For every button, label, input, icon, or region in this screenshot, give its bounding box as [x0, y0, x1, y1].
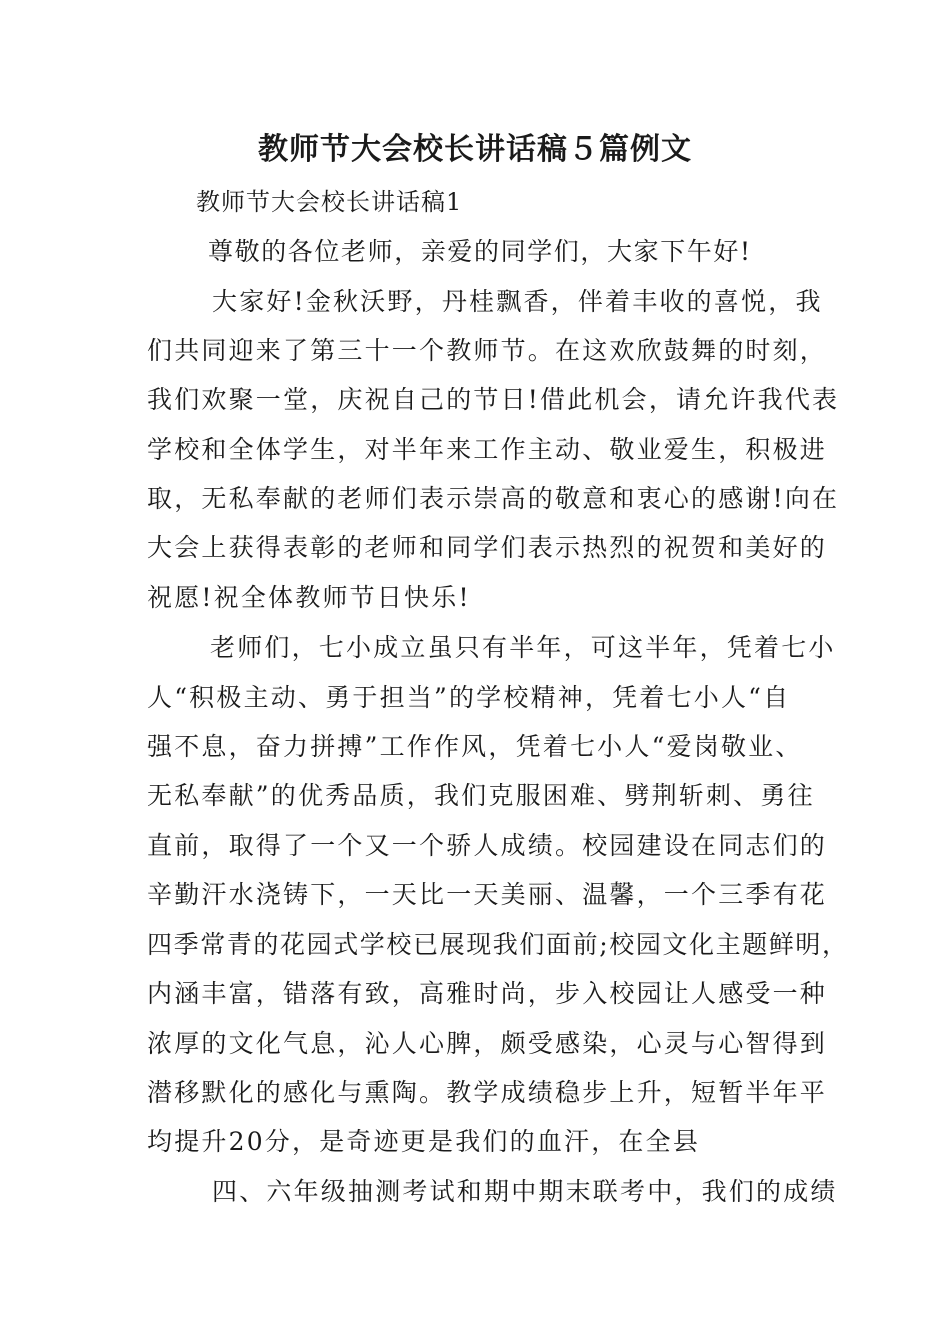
- text-line: 潜移默化的感化与熏陶。教学成绩稳步上升，短暂半年平: [147, 1078, 828, 1107]
- text-line: 祝愿!祝全体教师节日快乐!: [147, 583, 471, 612]
- text-line: 大家好!金秋沃野，丹桂飘香，伴着丰收的喜悦，我: [212, 287, 823, 316]
- text-line: 浓厚的文化气息，沁人心脾，颇受感染，心灵与心智得到: [147, 1029, 828, 1058]
- text-line: 大会上获得表彰的老师和同学们表示热烈的祝贺和美好的: [147, 533, 828, 562]
- text-line: 尊敬的各位老师，亲爱的同学们，大家下午好!: [208, 237, 752, 266]
- document-subtitle: 教师节大会校长讲话稿1: [196, 188, 463, 216]
- text-line: 均提升20分，是奇迹更是我们的血汗，在全县: [147, 1127, 701, 1156]
- text-line: 学校和全体学生，对半年来工作主动、敬业爱生，积极进: [147, 435, 828, 464]
- text-line: 强不息，奋力拼搏”工作作风，凭着七小人“爱岗敬业、: [147, 732, 803, 761]
- text-line: 直前，取得了一个又一个骄人成绩。校园建设在同志们的: [147, 831, 828, 860]
- text-line: 辛勤汗水浇铸下，一天比一天美丽、温馨，一个三季有花: [147, 880, 828, 909]
- text-line: 人“积极主动、勇于担当”的学校精神，凭着七小人“自: [147, 683, 791, 712]
- text-line: 取，无私奉献的老师们表示崇高的敬意和衷心的感谢!向在: [147, 484, 840, 513]
- text-line: 老师们，七小成立虽只有半年，可这半年，凭着七小: [210, 633, 836, 662]
- text-line: 无私奉献”的优秀品质，我们克服困难、劈荆斩刺、勇往: [147, 781, 815, 810]
- text-line: 内涵丰富，错落有致，高雅时尚，步入校园让人感受一种: [147, 979, 828, 1008]
- text-line: 四、六年级抽测考试和期中期末联考中，我们的成绩: [212, 1177, 838, 1206]
- text-line: 们共同迎来了第三十一个教师节。在这欢欣鼓舞的时刻，: [147, 336, 828, 365]
- text-line: 我们欢聚一堂，庆祝自己的节日!借此机会，请允许我代表: [147, 385, 840, 414]
- text-line: 四季常青的花园式学校已展现我们面前;校园文化主题鲜明，: [147, 930, 849, 959]
- document-title: 教师节大会校长讲话稿５篇例文: [258, 132, 692, 167]
